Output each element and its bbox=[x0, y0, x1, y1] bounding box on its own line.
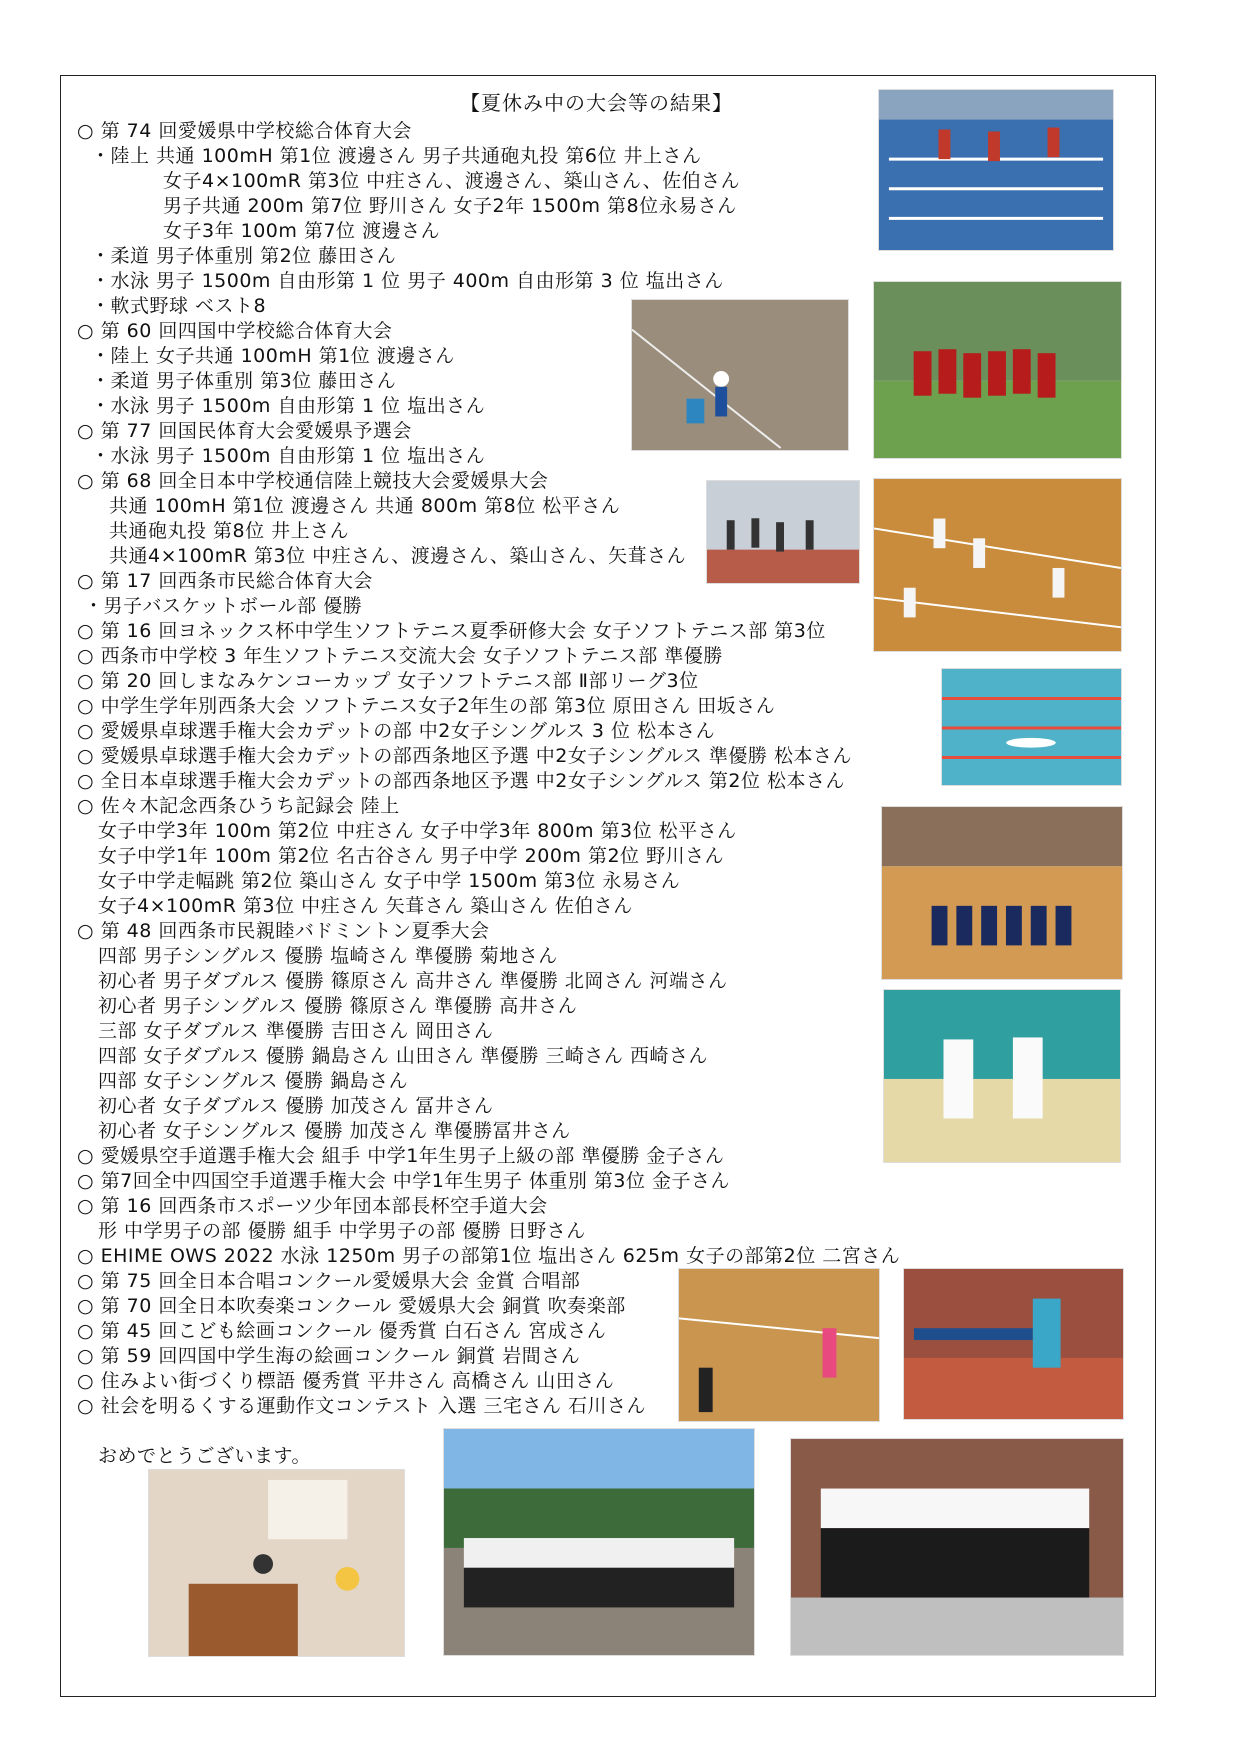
result-line: ○ 第 48 回西条市民親睦バドミントン夏季大会 bbox=[77, 920, 490, 942]
result-line: ○ 第7回全中四国空手道選手権大会 中学1年生男子 体重別 第3位 金子さん bbox=[77, 1170, 731, 1192]
result-line: ○ 第 70 回全日本吹奏楽コンクール 愛媛県大会 銅賞 吹奏楽部 bbox=[77, 1295, 626, 1317]
result-line: ○ 第 16 回西条市スポーツ少年団本部長杯空手道大会 bbox=[77, 1195, 548, 1217]
result-line: 女子中学走幅跳 第2位 築山さん 女子中学 1500m 第3位 永易さん bbox=[98, 870, 681, 892]
result-line: 共通4×100mR 第3位 中㽵さん、渡邊さん、築山さん、矢葺さん bbox=[109, 545, 687, 567]
result-line: 男子共通 200m 第7位 野川さん 女子2年 1500m 第8位永易さん bbox=[163, 195, 737, 217]
result-line: ○ 第 59 回四国中学生海の絵画コンクール 銅賞 岩間さん bbox=[77, 1345, 581, 1367]
result-line: ・水泳 男子 1500m 自由形第 1 位 塩出さん bbox=[91, 445, 486, 467]
result-line: ○ 愛媛県空手道選手権大会 組手 中学1年生男子上級の部 準優勝 金子さん bbox=[77, 1145, 725, 1167]
result-line: 女子4×100mR 第3位 中㽵さん、渡邊さん、築山さん、佐伯さん bbox=[163, 170, 741, 192]
result-line: 三部 女子ダブルス 準優勝 吉田さん 岡田さん bbox=[98, 1020, 494, 1042]
result-line: 共通砲丸投 第8位 井上さん bbox=[109, 520, 350, 542]
result-line: ○ 西条市中学校 3 年生ソフトテニス交流大会 女子ソフトテニス部 準優勝 bbox=[77, 645, 723, 667]
result-line: ・水泳 男子 1500m 自由形第 1 位 塩出さん bbox=[91, 395, 486, 417]
closing-message: おめでとうございます。 bbox=[98, 1445, 311, 1467]
result-line: 初心者 女子シングルス 優勝 加茂さん 準優勝冨井さん bbox=[98, 1120, 571, 1142]
result-line: 女子中学1年 100m 第2位 名古谷さん 男子中学 200m 第2位 野川さん bbox=[98, 845, 725, 867]
choir-group-photo bbox=[790, 1438, 1124, 1656]
result-line: ・男子バスケットボール部 優勝 bbox=[84, 595, 363, 617]
result-line: 四部 女子シングルス 優勝 鍋島さん bbox=[98, 1070, 409, 1092]
result-line: 共通 100mH 第1位 渡邊さん 共通 800m 第8位 松平さん bbox=[109, 495, 621, 517]
result-line: 形 中学男子の部 優勝 組手 中学男子の部 優勝 日野さん bbox=[98, 1220, 586, 1242]
result-line: 女子4×100mR 第3位 中㽵さん 矢葺さん 築山さん 佐伯さん bbox=[98, 895, 633, 917]
result-line: ○ 愛媛県卓球選手権大会カデットの部 中2女子シングルス 3 位 松本さん bbox=[77, 720, 716, 742]
result-line: 四部 男子シングルス 優勝 塩崎さん 準優勝 菊地さん bbox=[98, 945, 558, 967]
result-line: ○ 第 45 回こども絵画コンクール 優秀賞 白石さん 宮成さん bbox=[77, 1320, 607, 1342]
result-line: 初心者 男子シングルス 優勝 篠原さん 準優勝 高井さん bbox=[98, 995, 578, 1017]
result-line: ○ 第 75 回全日本合唱コンクール愛媛県大会 金賞 合唱部 bbox=[77, 1270, 581, 1292]
result-line: ・陸上 共通 100mH 第1位 渡邊さん 男子共通砲丸投 第6位 井上さん bbox=[91, 145, 702, 167]
result-line: ・水泳 男子 1500m 自由形第 1 位 男子 400m 自由形第 3 位 塩出さん bbox=[91, 270, 724, 292]
result-line: 四部 女子ダブルス 優勝 鍋島さん 山田さん 準優勝 三崎さん 西崎さん bbox=[98, 1045, 708, 1067]
table-tennis-photo bbox=[903, 1268, 1124, 1420]
result-line: ○ 第 60 回四国中学校総合体育大会 bbox=[77, 320, 393, 342]
track-race-photo bbox=[706, 480, 860, 584]
result-line: ○ 中学生学年別西条大会 ソフトテニス女子2年生の部 第3位 原田さん 田坂さん bbox=[77, 695, 776, 717]
speech-podium-photo bbox=[148, 1469, 405, 1657]
result-line: ・陸上 女子共通 100mH 第1位 渡邊さん bbox=[91, 345, 455, 367]
result-line: ・柔道 男子体重別 第3位 藤田さん bbox=[91, 370, 397, 392]
result-line: 初心者 男子ダブルス 優勝 篠原さん 高井さん 準優勝 北岡さん 河端さん bbox=[98, 970, 728, 992]
page-title: 【夏休み中の大会等の結果】 bbox=[460, 91, 733, 115]
swimming-pool-photo bbox=[941, 668, 1122, 786]
baseball-game-photo bbox=[631, 299, 849, 451]
result-line: ○ 第 74 回愛媛県中学校総合体育大会 bbox=[77, 120, 412, 142]
result-line: ・柔道 男子体重別 第2位 藤田さん bbox=[91, 245, 397, 267]
result-line: ○ 第 16 回ヨネックス杯中学生ソフトテニス夏季研修大会 女子ソフトテニス部 第3位 bbox=[77, 620, 826, 642]
soft-tennis-photo bbox=[873, 478, 1122, 652]
result-line: ○ 社会を明るくする運動作文コンテスト 入選 三宅さん 石川さん bbox=[77, 1395, 646, 1417]
result-line: ○ 佐々木記念西条ひうち記録会 陸上 bbox=[77, 795, 400, 817]
result-line: ○ 第 17 回西条市民総合体育大会 bbox=[77, 570, 373, 592]
badminton-photo bbox=[678, 1268, 880, 1422]
result-line: ○ 全日本卓球選手権大会カデットの部西条地区予選 中2女子シングルス 第2位 松本さん bbox=[77, 770, 846, 792]
result-line: ○ 第 20 回しまなみケンコーカップ 女子ソフトテニス部 Ⅱ部リーグ3位 bbox=[77, 670, 699, 692]
judo-match-photo bbox=[883, 989, 1121, 1163]
result-line: ○ 住みよい街づくり標語 優秀賞 平井さん 高橋さん 山田さん bbox=[77, 1370, 615, 1392]
team-huddle-photo bbox=[873, 281, 1122, 459]
result-line: ○ EHIME OWS 2022 水泳 1250m 男子の部第1位 塩出さん 625m 女子の部第2位 二宮さん bbox=[77, 1245, 901, 1267]
hurdles-race-photo bbox=[878, 89, 1114, 251]
result-line: 女子中学3年 100m 第2位 中㽵さん 女子中学3年 800m 第3位 松平さん bbox=[98, 820, 737, 842]
result-line: ○ 愛媛県卓球選手権大会カデットの部西条地区予選 中2女子シングルス 準優勝 松本さん bbox=[77, 745, 852, 767]
result-line: ・軟式野球 ベスト8 bbox=[91, 295, 267, 317]
result-line: ○ 第 68 回全日本中学校通信陸上競技大会愛媛県大会 bbox=[77, 470, 549, 492]
result-line: 初心者 女子ダブルス 優勝 加茂さん 冨井さん bbox=[98, 1095, 494, 1117]
result-line: ○ 第 77 回国民体育大会愛媛県予選会 bbox=[77, 420, 412, 442]
brass-band-photo bbox=[443, 1428, 755, 1656]
result-line: 女子3年 100m 第7位 渡邊さん bbox=[163, 220, 441, 242]
basketball-team-photo bbox=[881, 806, 1123, 980]
